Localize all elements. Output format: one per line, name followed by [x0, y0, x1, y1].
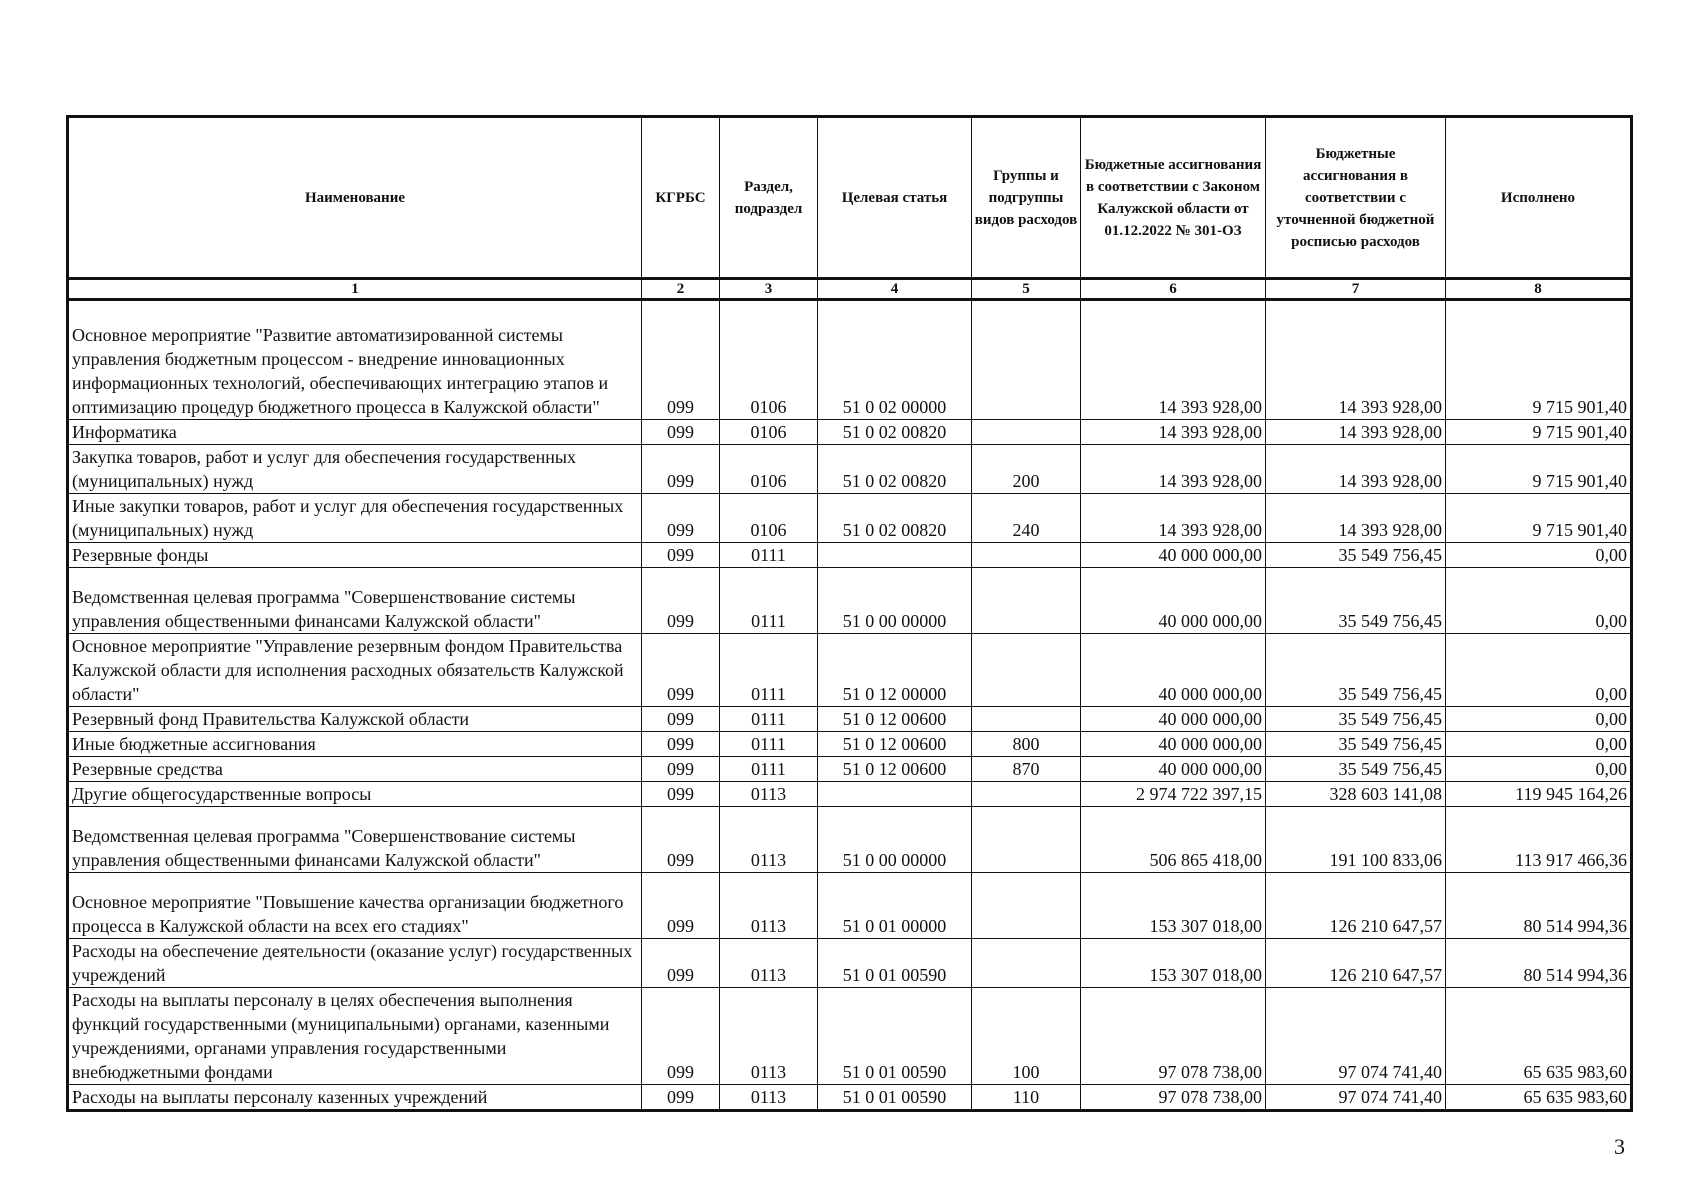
row-celevaya: 51 0 00 00000 [818, 807, 972, 873]
row-ispolneno: 9 715 901,40 [1446, 300, 1632, 420]
row-ispolneno: 0,00 [1446, 543, 1632, 568]
row-razdel: 0113 [720, 988, 818, 1085]
row-rospis: 35 549 756,45 [1266, 634, 1446, 707]
row-kgrbs: 099 [642, 420, 720, 445]
row-vid [972, 873, 1081, 939]
table-row [68, 873, 1632, 939]
row-name: Основное мероприятие "Повышение качества организации бюджетного процесса в Калужской области на всех его стадиях" [68, 873, 642, 939]
row-rospis: 97 074 741,40 [1266, 1085, 1446, 1111]
row-name: Расходы на выплаты персоналу казенных учреждений [68, 1085, 642, 1111]
row-rospis: 97 074 741,40 [1266, 988, 1446, 1085]
row-name: Иные бюджетные ассигнования [68, 732, 642, 757]
row-celevaya: 51 0 12 00600 [818, 707, 972, 732]
row-celevaya [818, 782, 972, 807]
row-rospis: 35 549 756,45 [1266, 757, 1446, 782]
table-row [68, 757, 1632, 782]
row-kgrbs: 099 [642, 732, 720, 757]
row-razdel: 0111 [720, 732, 818, 757]
row-vid [972, 634, 1081, 707]
table-row [68, 807, 1632, 873]
row-vid [972, 939, 1081, 988]
table-row [68, 732, 1632, 757]
row-celevaya: 51 0 01 00000 [818, 873, 972, 939]
column-number: 5 [972, 279, 1081, 300]
table-row [68, 1085, 1632, 1111]
row-zakon: 40 000 000,00 [1081, 634, 1266, 707]
row-kgrbs: 099 [642, 543, 720, 568]
row-rospis: 126 210 647,57 [1266, 939, 1446, 988]
row-kgrbs: 099 [642, 445, 720, 494]
row-ispolneno: 80 514 994,36 [1446, 939, 1632, 988]
row-zakon: 40 000 000,00 [1081, 568, 1266, 634]
row-vid [972, 543, 1081, 568]
row-vid: 240 [972, 494, 1081, 543]
header-row [68, 117, 1632, 279]
row-zakon: 2 974 722 397,15 [1081, 782, 1266, 807]
row-celevaya: 51 0 02 00000 [818, 300, 972, 420]
row-ispolneno: 119 945 164,26 [1446, 782, 1632, 807]
row-vid: 100 [972, 988, 1081, 1085]
row-vid [972, 300, 1081, 420]
row-razdel: 0113 [720, 807, 818, 873]
row-razdel: 0106 [720, 494, 818, 543]
row-zakon: 97 078 738,00 [1081, 988, 1266, 1085]
table-row [68, 543, 1632, 568]
row-celevaya: 51 0 00 00000 [818, 568, 972, 634]
row-razdel: 0113 [720, 873, 818, 939]
row-razdel: 0111 [720, 634, 818, 707]
row-kgrbs: 099 [642, 634, 720, 707]
row-celevaya: 51 0 02 00820 [818, 494, 972, 543]
row-kgrbs: 099 [642, 873, 720, 939]
row-rospis: 14 393 928,00 [1266, 494, 1446, 543]
row-name: Иные закупки товаров, работ и услуг для обеспечения государственных (муниципальных) нужд [68, 494, 642, 543]
table-row [68, 782, 1632, 807]
row-zakon: 506 865 418,00 [1081, 807, 1266, 873]
table-row [68, 300, 1632, 420]
row-name: Закупка товаров, работ и услуг для обеспечения государственных (муниципальных) нужд [68, 445, 642, 494]
row-vid: 110 [972, 1085, 1081, 1111]
row-zakon: 14 393 928,00 [1081, 445, 1266, 494]
row-celevaya: 51 0 02 00820 [818, 445, 972, 494]
row-zakon: 14 393 928,00 [1081, 494, 1266, 543]
row-kgrbs: 099 [642, 939, 720, 988]
row-rospis: 14 393 928,00 [1266, 420, 1446, 445]
row-celevaya: 51 0 01 00590 [818, 939, 972, 988]
row-ispolneno: 0,00 [1446, 568, 1632, 634]
table-row [68, 445, 1632, 494]
row-ispolneno: 9 715 901,40 [1446, 494, 1632, 543]
row-razdel: 0111 [720, 707, 818, 732]
table-row [68, 634, 1632, 707]
row-name: Информатика [68, 420, 642, 445]
row-rospis: 328 603 141,08 [1266, 782, 1446, 807]
row-ispolneno: 65 635 983,60 [1446, 1085, 1632, 1111]
row-name: Ведомственная целевая программа "Совершенствование системы управления общественными финансами Калужской области" [68, 807, 642, 873]
row-zakon: 97 078 738,00 [1081, 1085, 1266, 1111]
row-rospis: 14 393 928,00 [1266, 300, 1446, 420]
row-kgrbs: 099 [642, 988, 720, 1085]
row-razdel: 0106 [720, 445, 818, 494]
row-rospis: 35 549 756,45 [1266, 568, 1446, 634]
row-zakon: 153 307 018,00 [1081, 939, 1266, 988]
budget-table [66, 115, 1633, 1112]
column-number-row [68, 279, 1632, 300]
row-razdel: 0111 [720, 543, 818, 568]
row-celevaya: 51 0 01 00590 [818, 1085, 972, 1111]
column-number: 4 [818, 279, 972, 300]
row-rospis: 35 549 756,45 [1266, 543, 1446, 568]
table-header [68, 117, 1632, 300]
column-number: 7 [1266, 279, 1446, 300]
row-name: Резервный фонд Правительства Калужской области [68, 707, 642, 732]
row-zakon: 40 000 000,00 [1081, 707, 1266, 732]
header-rospis: Бюджетные ассигнования в соответствии с уточненной бюджетной росписью расходов [1266, 117, 1446, 279]
table-row [68, 707, 1632, 732]
row-zakon: 153 307 018,00 [1081, 873, 1266, 939]
table-row [68, 494, 1632, 543]
row-vid [972, 782, 1081, 807]
row-rospis: 191 100 833,06 [1266, 807, 1446, 873]
row-zakon: 40 000 000,00 [1081, 757, 1266, 782]
column-number: 6 [1081, 279, 1266, 300]
row-name: Другие общегосударственные вопросы [68, 782, 642, 807]
row-vid: 870 [972, 757, 1081, 782]
row-rospis: 35 549 756,45 [1266, 732, 1446, 757]
header-celevaya: Целевая статья [818, 117, 972, 279]
row-razdel: 0111 [720, 757, 818, 782]
row-rospis: 126 210 647,57 [1266, 873, 1446, 939]
row-razdel: 0113 [720, 1085, 818, 1111]
row-name: Резервные фонды [68, 543, 642, 568]
row-vid [972, 707, 1081, 732]
row-ispolneno: 0,00 [1446, 757, 1632, 782]
row-zakon: 40 000 000,00 [1081, 543, 1266, 568]
row-rospis: 14 393 928,00 [1266, 445, 1446, 494]
page-number: 3 [1614, 1134, 1625, 1159]
row-zakon: 14 393 928,00 [1081, 300, 1266, 420]
row-rospis: 35 549 756,45 [1266, 707, 1446, 732]
row-ispolneno: 9 715 901,40 [1446, 420, 1632, 445]
row-vid [972, 807, 1081, 873]
row-name: Резервные средства [68, 757, 642, 782]
row-kgrbs: 099 [642, 782, 720, 807]
row-celevaya: 51 0 01 00590 [818, 988, 972, 1085]
row-ispolneno: 0,00 [1446, 634, 1632, 707]
row-zakon: 14 393 928,00 [1081, 420, 1266, 445]
row-vid [972, 568, 1081, 634]
row-ispolneno: 80 514 994,36 [1446, 873, 1632, 939]
row-ispolneno: 0,00 [1446, 707, 1632, 732]
row-razdel: 0113 [720, 782, 818, 807]
table-row [68, 420, 1632, 445]
row-celevaya [818, 543, 972, 568]
row-celevaya: 51 0 02 00820 [818, 420, 972, 445]
row-kgrbs: 099 [642, 494, 720, 543]
row-kgrbs: 099 [642, 807, 720, 873]
column-number: 1 [68, 279, 642, 300]
row-razdel: 0106 [720, 420, 818, 445]
header-vid: Группы и подгруппы видов расходов [972, 117, 1081, 279]
row-kgrbs: 099 [642, 1085, 720, 1111]
header-razdel: Раздел, подраздел [720, 117, 818, 279]
row-name: Расходы на выплаты персоналу в целях обеспечения выполнения функций государственными (муниципальными) органами, казенными учреждениями, органами управления государственными внебюджетными фондами [68, 988, 642, 1085]
row-razdel: 0106 [720, 300, 818, 420]
row-razdel: 0111 [720, 568, 818, 634]
row-name: Расходы на обеспечение деятельности (оказание услуг) государственных учреждений [68, 939, 642, 988]
row-ispolneno: 113 917 466,36 [1446, 807, 1632, 873]
column-number: 3 [720, 279, 818, 300]
row-vid: 200 [972, 445, 1081, 494]
row-celevaya: 51 0 12 00600 [818, 757, 972, 782]
column-number: 8 [1446, 279, 1632, 300]
row-name: Основное мероприятие "Развитие автоматизированной системы управления бюджетным процессом - внедрение инновационных информационных технологий, обеспечивающих интеграцию этапов и оптимизацию процедур бюджетного процесса в Калужской области" [68, 300, 642, 420]
row-ispolneno: 9 715 901,40 [1446, 445, 1632, 494]
row-celevaya: 51 0 12 00000 [818, 634, 972, 707]
row-ispolneno: 65 635 983,60 [1446, 988, 1632, 1085]
row-kgrbs: 099 [642, 757, 720, 782]
row-ispolneno: 0,00 [1446, 732, 1632, 757]
header-ispolneno: Исполнено [1446, 117, 1632, 279]
row-vid: 800 [972, 732, 1081, 757]
row-name: Ведомственная целевая программа "Совершенствование системы управления общественными финансами Калужской области" [68, 568, 642, 634]
row-kgrbs: 099 [642, 568, 720, 634]
table-body [68, 300, 1632, 1111]
row-zakon: 40 000 000,00 [1081, 732, 1266, 757]
column-number: 2 [642, 279, 720, 300]
header-zakon: Бюджетные ассигнования в соответствии с Законом Калужской области от 01.12.2022 № 301-ОЗ [1081, 117, 1266, 279]
row-celevaya: 51 0 12 00600 [818, 732, 972, 757]
row-name: Основное мероприятие "Управление резервным фондом Правительства Калужской области для исполнения расходных обязательств Калужской области" [68, 634, 642, 707]
row-kgrbs: 099 [642, 300, 720, 420]
row-vid [972, 420, 1081, 445]
row-kgrbs: 099 [642, 707, 720, 732]
table-row [68, 988, 1632, 1085]
table-row [68, 939, 1632, 988]
header-name: Наименование [68, 117, 642, 279]
table-row [68, 568, 1632, 634]
header-kgrbs: КГРБС [642, 117, 720, 279]
row-razdel: 0113 [720, 939, 818, 988]
